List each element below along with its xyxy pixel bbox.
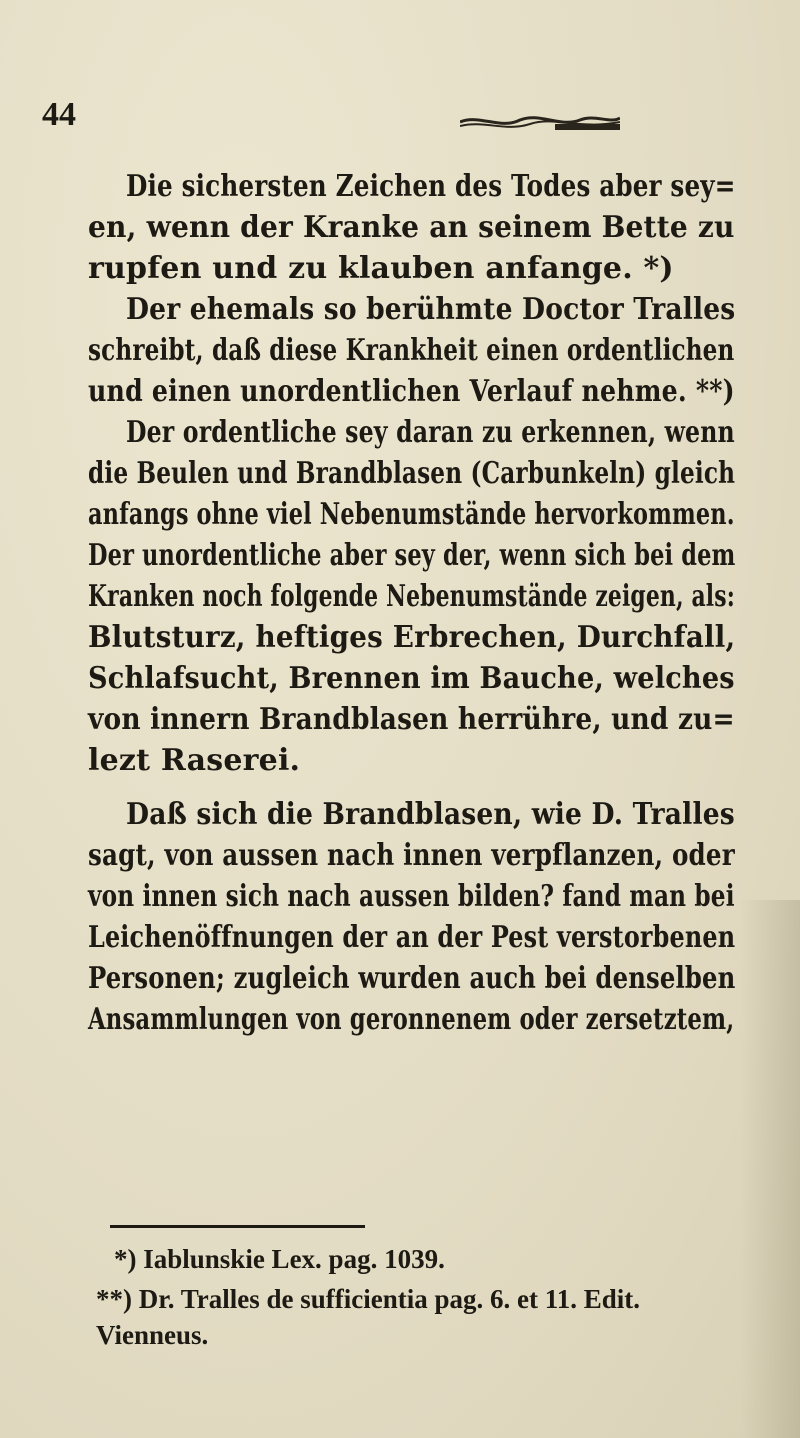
- text-line: Schlafsucht, Brennen im Bauche, welches: [88, 661, 735, 696]
- footnote-1: *) Iablunskie Lex. pag. 1039.: [114, 1244, 445, 1274]
- text-line: die Beulen und Brandblasen (Carbunkeln) gleich: [88, 456, 736, 491]
- text-line: sagt, von aussen nach innen verpflanzen, oder: [88, 838, 735, 873]
- footnote-2-continuation: Vienneus.: [96, 1320, 209, 1350]
- page-number: 44: [42, 96, 76, 133]
- text-line: Der ehemals so berühmte Doctor Tralles: [126, 292, 736, 327]
- text-line: Kranken noch folgende Nebenumstände zeigen, als:: [88, 579, 735, 614]
- text-line: von innern Brandblasen herrühre, und zu=: [88, 702, 735, 737]
- text-line: lezt Raserei.: [88, 743, 301, 778]
- footnote-2: **) Dr. Tralles de sufficientia pag. 6. et 11. Edit.: [96, 1284, 640, 1314]
- text-line: schreibt, daß diese Krankheit einen ordentlichen: [88, 333, 735, 368]
- text-line: Der ordentliche sey daran zu erkennen, wenn: [126, 415, 735, 450]
- text-line: en, wenn der Kranke an seinem Bette zu: [88, 210, 735, 245]
- text-line: rupfen und zu klauben anfange. *): [88, 251, 674, 286]
- text-line: anfangs ohne viel Nebenumstände hervorkommen.: [88, 497, 735, 532]
- page-edge-shadow: [740, 900, 800, 1438]
- text-line: Der unordentliche aber sey der, wenn sich bei dem: [88, 538, 736, 573]
- text-line: Die sichersten Zeichen des Todes aber sey=: [126, 169, 736, 204]
- text-line: und einen unordentlichen Verlauf nehme. **): [88, 374, 735, 409]
- footnote-rule: [110, 1225, 365, 1228]
- text-line: Daß sich die Brandblasen, wie D. Tralles: [126, 797, 735, 832]
- text-line: Ansammlungen von geronnenem oder zersetztem,: [88, 1002, 735, 1037]
- text-line: Leichenöffnungen der an der Pest verstorbenen: [88, 920, 736, 955]
- text-line: von innen sich nach aussen bilden? fand man bei: [88, 879, 735, 914]
- text-line: Personen; zugleich wurden auch bei denselben: [88, 961, 736, 996]
- text-line: Blutsturz, heftiges Erbrechen, Durchfall,: [88, 620, 736, 655]
